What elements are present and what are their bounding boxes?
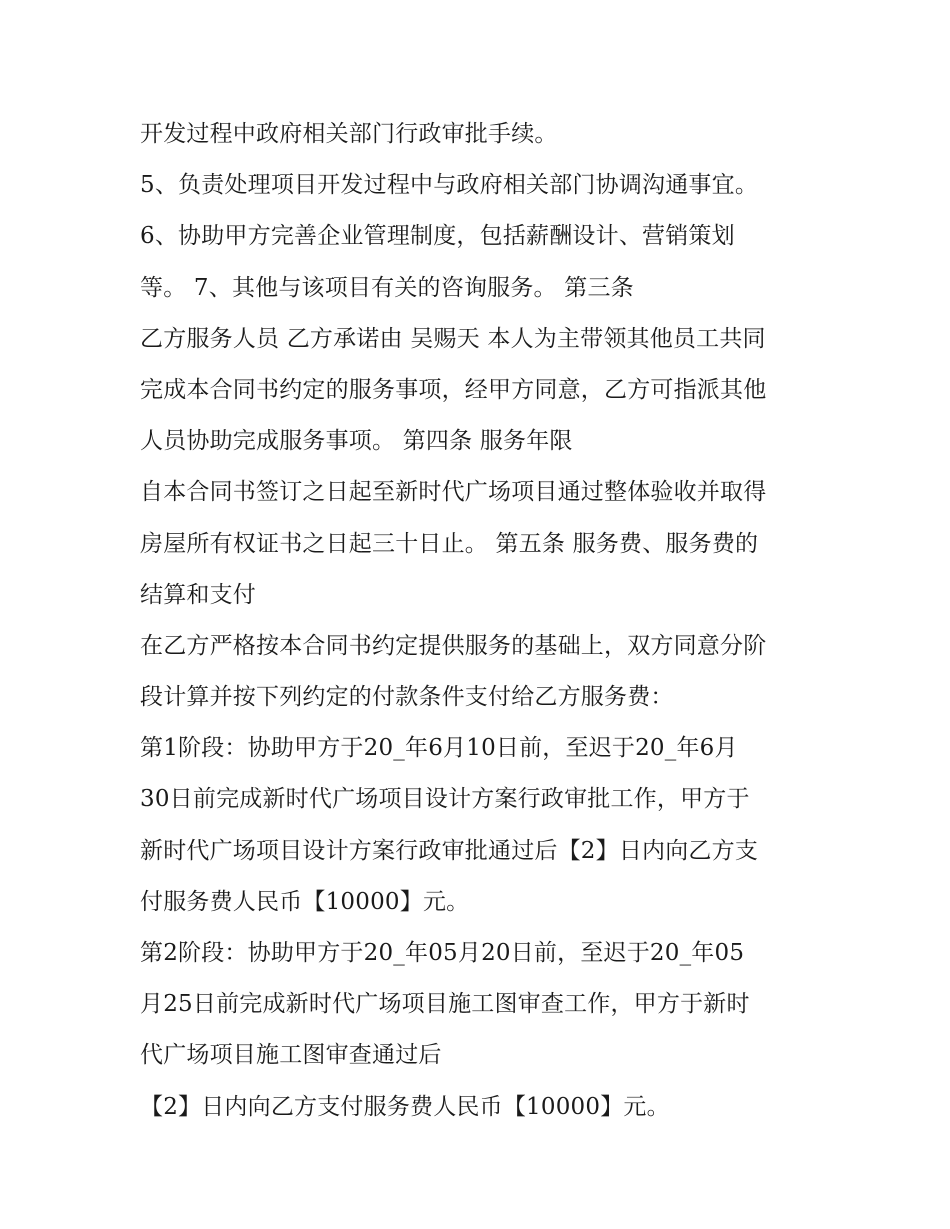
text-line: 房屋所有权证书之日起三十日止。 第五条 服务费、服务费的 [140,530,759,557]
text-line: 在乙方严格按本合同书约定提供服务的基础上，双方同意分阶 [140,632,767,659]
text-line: 【2】日内向乙方支付服务费人民币【10000】元。 [140,1093,670,1120]
text-line: 自本合同书签订之日起至新时代广场项目通过整体验收并取得 [140,479,767,506]
text-line: 乙方服务人员 乙方承诺由 吴赐天 本人为主带领其他员工共同 [140,325,766,352]
text-line: 6、协助甲方完善企业管理制度，包括薪酬设计、营销策划 [140,223,735,250]
text-line: 30日前完成新时代广场项目设计方案行政审批工作，甲方于 [140,786,750,813]
text-line: 第2阶段：协助甲方于20_年05月20日前，至迟于20_年05 [140,940,745,966]
text-line: 开发过程中政府相关部门行政审批手续。 [140,121,558,147]
text-line: 等。 7、其他与该项目有关的咨询服务。 第三条 [140,274,634,301]
text-line: 结算和支付 [140,581,256,608]
text-line: 完成本合同书约定的服务事项，经甲方同意，乙方可指派其他 [140,376,767,403]
contract-text-body [140,109,830,1133]
text-line: 月25日前完成新时代广场项目施工图审查工作，甲方于新时 [140,991,750,1018]
text-line: 第1阶段：协助甲方于20_年6月10日前，至迟于20_年6月 [140,735,738,762]
text-line: 5、负责处理项目开发过程中与政府相关部门协调沟通事宜。 [140,172,759,199]
text-line: 人员协助完成服务事项。 第四条 服务年限 [140,428,573,455]
text-line: 代广场项目施工图审查通过后 [140,1042,442,1069]
text-line: 段计算并按下列约定的付款条件支付给乙方服务费： [140,684,674,711]
text-line: 付服务费人民币【10000】元。 [140,888,470,915]
text-line: 新时代广场项目设计方案行政审批通过后【2】日内向乙方支 [140,837,759,864]
